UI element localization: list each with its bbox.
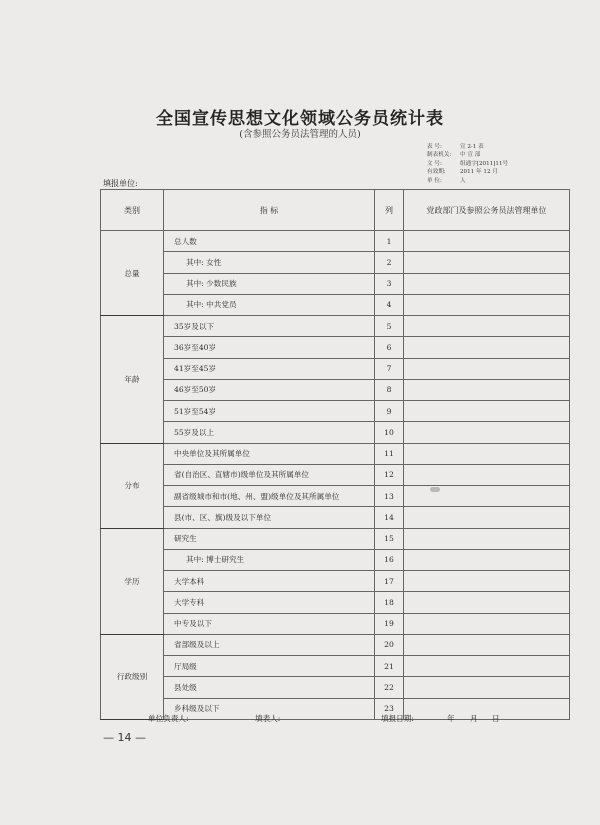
meta-key: 制表机关: [427,152,452,159]
header-indicator: 指 标 [164,190,375,231]
value-cell[interactable] [404,592,570,613]
row-number-cell: 22 [375,677,404,698]
row-number-cell: 12 [375,464,404,485]
row-number-cell: 17 [375,571,404,592]
indicator-cell: 55岁及以上 [164,422,375,443]
table-row [101,571,570,592]
value-cell[interactable] [404,613,570,634]
table-row [101,613,570,634]
value-cell[interactable] [404,401,570,422]
table-header-row [101,190,570,231]
indicator-cell: 研究生 [164,528,375,549]
value-cell[interactable] [404,634,570,655]
row-number-cell: 15 [375,528,404,549]
table-row [101,337,570,358]
signature-filler-label: 填表人: [255,714,281,723]
table-row [101,507,570,528]
statistics-table [100,189,570,720]
date-year-label: 年 [447,714,455,723]
indicator-cell: 副省级城市和市(地、州、盟)级单位及其所属单位 [164,486,375,507]
indicator-cell: 中央单位及其所属单位 [164,443,375,464]
meta-key: 单 位: [427,177,442,184]
meta-value: 宣 2-1 表 [460,144,484,150]
row-number-cell: 23 [375,698,404,719]
signature-date-label: 填报日期: [381,714,414,723]
category-cell: 总量 [101,231,164,316]
value-cell[interactable] [404,443,570,464]
row-number-cell: 10 [375,422,404,443]
indicator-cell: 其中: 博士研究生 [164,549,375,570]
table-row [101,634,570,655]
value-cell[interactable] [404,316,570,337]
row-number-cell: 9 [375,401,404,422]
meta-row [427,151,567,159]
value-cell[interactable] [404,677,570,698]
meta-row [427,143,567,151]
value-cell[interactable] [404,231,570,252]
category-cell: 分布 [101,443,164,528]
signature-head-label: 单位负责人: [148,714,189,723]
row-number-cell: 7 [375,358,404,379]
value-cell[interactable] [404,486,570,507]
date-day-label: 日 [492,714,500,723]
indicator-cell: 其中: 中共党员 [164,294,375,315]
table-row [101,358,570,379]
row-number-cell: 4 [375,294,404,315]
table-row [101,592,570,613]
value-cell[interactable] [404,252,570,273]
date-month-label: 月 [470,714,478,723]
indicator-cell: 其中: 女性 [164,252,375,273]
row-number-cell: 13 [375,486,404,507]
table-row [101,316,570,337]
meta-row [427,160,567,168]
value-cell[interactable] [404,698,570,719]
value-cell[interactable] [404,294,570,315]
table-row [101,486,570,507]
row-number-cell: 8 [375,379,404,400]
category-cell: 学历 [101,528,164,634]
meta-value: 中 宣 部 [460,152,481,159]
meta-row [427,177,567,185]
category-cell: 行政级别 [101,634,164,719]
value-cell[interactable] [404,358,570,379]
table-row [101,656,570,677]
row-number-cell: 6 [375,337,404,358]
meta-key: 表 号: [427,144,442,150]
indicator-cell: 51岁至54岁 [164,401,375,422]
meta-key: 文 号: [427,160,442,167]
header-category: 类别 [101,190,164,231]
row-number-cell: 2 [375,252,404,273]
meta-row [427,168,567,176]
indicator-cell: 其中: 少数民族 [164,273,375,294]
document-title: 全国宣传思想文化领域公务员统计表 [156,109,444,129]
meta-value: 人 [460,177,466,184]
table-row [101,677,570,698]
indicator-cell: 46岁至50岁 [164,379,375,400]
value-cell[interactable] [404,656,570,677]
table-row [101,464,570,485]
value-cell[interactable] [404,337,570,358]
value-cell[interactable] [404,549,570,570]
row-number-cell: 18 [375,592,404,613]
meta-value: 组通字[2011]11号 [460,160,509,167]
meta-key: 有效期: [427,169,446,176]
row-number-cell: 20 [375,634,404,655]
row-number-cell: 1 [375,231,404,252]
header-column: 列 [375,190,404,231]
row-number-cell: 19 [375,613,404,634]
table-row [101,528,570,549]
value-cell[interactable] [404,379,570,400]
indicator-cell: 厅局级 [164,656,375,677]
form-meta-block [427,143,567,185]
table-row [101,379,570,400]
value-cell[interactable] [404,422,570,443]
indicator-cell: 省部级及以上 [164,634,375,655]
indicator-cell: 36岁至40岁 [164,337,375,358]
fill-unit-label: 填报单位: [103,179,138,188]
indicator-cell: 大学专科 [164,592,375,613]
indicator-cell: 省(自治区、直辖市)级单位及其所属单位 [164,464,375,485]
table-row [101,273,570,294]
indicator-cell: 县(市、区、旗)级及以下单位 [164,507,375,528]
row-number-cell: 16 [375,549,404,570]
value-cell[interactable] [404,528,570,549]
table-row [101,252,570,273]
indicator-cell: 县处级 [164,677,375,698]
meta-value: 2011 年 12 月 [460,169,498,176]
page-number: — 14 — [103,731,146,744]
indicator-cell: 35岁及以下 [164,316,375,337]
table-row [101,549,570,570]
indicator-cell: 中专及以下 [164,613,375,634]
indicator-cell: 41岁至45岁 [164,358,375,379]
row-number-cell: 14 [375,507,404,528]
value-cell[interactable] [404,571,570,592]
table-row [101,422,570,443]
table-row [101,401,570,422]
row-number-cell: 5 [375,316,404,337]
value-cell[interactable] [404,273,570,294]
indicator-cell: 乡科级及以下 [164,698,375,719]
row-number-cell: 3 [375,273,404,294]
indicator-cell: 总人数 [164,231,375,252]
row-number-cell: 21 [375,656,404,677]
scan-mark [430,487,440,492]
row-number-cell: 11 [375,443,404,464]
value-cell[interactable] [404,464,570,485]
indicator-cell: 大学本科 [164,571,375,592]
table-row [101,294,570,315]
table-row [101,443,570,464]
header-value-column: 党政部门及参照公务员法管理单位 [404,190,570,231]
document-subtitle: (含参照公务员法管理的人员) [239,129,361,140]
category-cell: 年龄 [101,316,164,444]
value-cell[interactable] [404,507,570,528]
table-row [101,231,570,252]
